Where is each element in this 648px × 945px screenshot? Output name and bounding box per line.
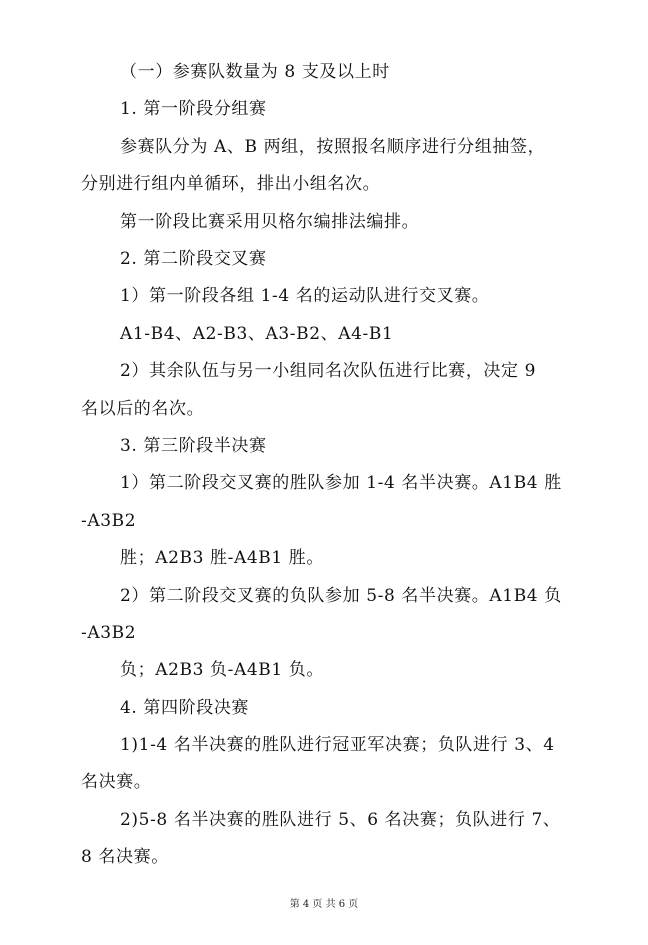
paragraph-line: 参赛队分为 A、B 两组，按照报名顺序进行分组抽签， — [120, 137, 546, 157]
paragraph-line: 1）第二阶段交叉赛的胜队参加 1-4 名半决赛。A1B4 胜 — [120, 473, 562, 493]
stage-heading: 3. 第三阶段半决赛 — [120, 436, 267, 456]
paragraph-line: 2）第二阶段交叉赛的负队参加 5-8 名半决赛。A1B4 负 — [120, 586, 562, 606]
paragraph-line: 2）其余队伍与另一小组同名次队伍进行比赛，决定 9 — [120, 361, 537, 381]
paragraph-line: 2)5-8 名半决赛的胜队进行 5、6 名决赛；负队进行 7、 — [120, 810, 561, 830]
page-number: 第 4 页 共 6 页 — [289, 899, 359, 910]
paragraph-line: 负；A2B3 负-A4B1 负。 — [120, 660, 324, 680]
paragraph-line: 胜；A2B3 胜-A4B1 胜。 — [120, 548, 324, 568]
paragraph-line: 1）第一阶段各组 1-4 名的运动队进行交叉赛。 — [120, 286, 490, 306]
section-heading: （一）参赛队数量为 8 支及以上时 — [120, 62, 390, 82]
stage-heading: 2. 第二阶段交叉赛 — [120, 249, 267, 269]
matchup-line: A1-B4、A2-B3、A3-B2、A4-B1 — [120, 324, 394, 344]
paragraph-line: 名决赛。 — [81, 772, 152, 792]
stage-heading: 4. 第四阶段决赛 — [120, 698, 250, 718]
paragraph-line: 名以后的名次。 — [81, 399, 205, 419]
paragraph-line: -A3B2 — [81, 511, 137, 531]
paragraph-line: -A3B2 — [81, 623, 137, 643]
paragraph-line: 8 名决赛。 — [81, 847, 169, 867]
paragraph-line: 1)1-4 名半决赛的胜队进行冠亚军决赛；负队进行 3、4 — [120, 735, 555, 755]
paragraph-line: 第一阶段比赛采用贝格尔编排法编排。 — [120, 212, 420, 232]
paragraph-line: 分别进行组内单循环，排出小组名次。 — [81, 174, 381, 194]
stage-heading: 1. 第一阶段分组赛 — [120, 99, 267, 119]
